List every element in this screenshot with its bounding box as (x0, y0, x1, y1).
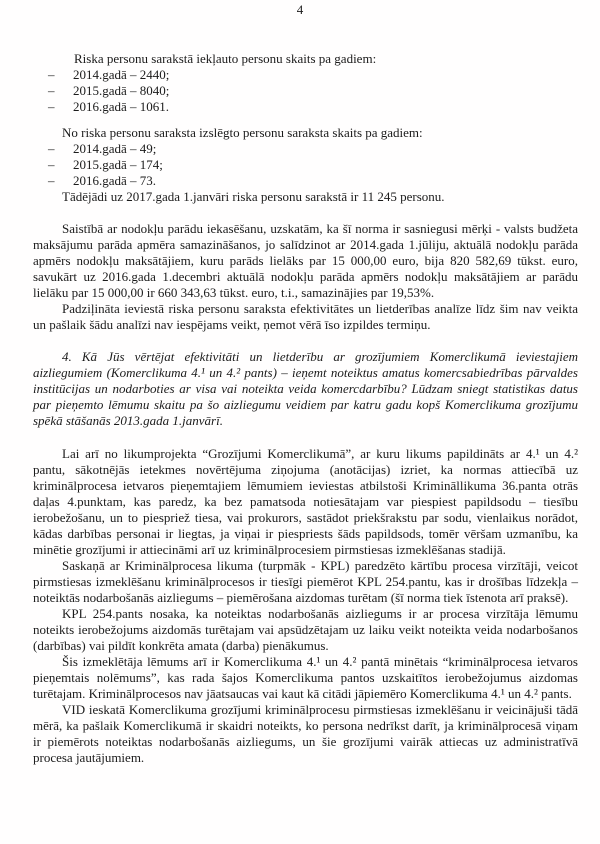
list-item (33, 157, 578, 173)
dash-bullet: – (48, 173, 55, 188)
risk-list-summary: Tādējādi uz 2017.gada 1.janvāri riska personu sarakstā ir 11 245 personu. (62, 189, 445, 204)
dash-bullet: – (48, 157, 55, 172)
list-item (33, 83, 578, 99)
list-item (33, 99, 578, 115)
risk-included-section (33, 51, 578, 115)
list-item (33, 173, 578, 189)
dash-bullet: – (48, 83, 55, 98)
list-item (33, 141, 578, 157)
spacer (33, 333, 578, 349)
dash-bullet: – (48, 67, 55, 82)
dash-bullet: – (48, 99, 55, 114)
list-item-text: 2015.gadā – 174; (73, 157, 163, 172)
spacer (33, 115, 578, 125)
list-item-text: 2016.gadā – 1061. (73, 99, 170, 114)
paragraph-investigator-decision: Šis izmeklētāja lēmums arī ir Komerclikuma 4.¹ un 4.² pantā minētais “kriminālprocesa ietvaros pieņemtais nolēmums”, kas rada šajos Komerclikuma pantos uzskaitītos ierobežojumus aizdomas turētajam. Kriminālprocesos nav jāatsaucas vai kaut kā citādi jāpiemēro Komerclikuma 4.¹ un 4.² pants. (33, 654, 578, 701)
risk-excluded-section (33, 125, 578, 205)
paragraph-bill-amendments: Lai arī no likumprojekta “Grozījumi Komerclikumā”, ar kuru likums papildināts ar 4.¹ un 4.² pantu, sākotnējās ietekmes novērtējuma ziņojuma (anotācijas) izriet, ka normas attiecībā uz kriminālprocesa ietvaros pieņemtajiem lēmumiem ieviestas atbilstoši Krimināllikuma 36.panta otrās daļas 4.punktam, kas paredz, ka bez pamatsoda notiesātajam var piespiest papildsodu – tiesību ierobežošanu, un to piespriež tiesa, vai prokurors, sastādot priekšrakstu par sodu, vienlaikus norādot, kādas darbības personai ir liegtas, ja viņai ir piespriests šāds papildsods, tomēr vēršam uzmanību, ka minētie grozījumi ir attiecināmi arī uz kriminālprocesiem pirmstiesas izmeklēšanas stadijā. (33, 446, 578, 557)
paragraph-kpl-254: KPL 254.pants nosaka, ka noteiktas nodarbošanās aizliegums ir ar procesa virzītāja lēmumu noteikts ierobežojums aizdomās turētajam vai apsūdzētajam uz laiku veikt noteikta veida nodarbošanos (darbības) vai pildīt konkrēta amata (darba) pienākumus. (33, 606, 578, 653)
document-body (33, 51, 578, 766)
paragraph-vid-opinion: VID ieskatā Komerclikuma grozījumi kriminālprocesu pirmstiesas izmeklēšanu ir veicinājuši tādā mērā, ka pašlaik Komerclikumā ir skaidri noteikts, ko persona nedrīkst darīt, ja kriminālprocesā viņam ir piemērots noteiktas nodarbošanās aizliegums, un šie grozījumi vairāk attiecas uz administratīvā procesa jautājumiem. (33, 702, 578, 765)
spacer (33, 205, 578, 221)
list-item-text: 2015.gadā – 8040; (73, 83, 170, 98)
list-intro: Riska personu sarakstā iekļauto personu skaits pa gadiem: (74, 51, 377, 66)
list-item (33, 67, 578, 83)
list-item-text: 2014.gadā – 49; (73, 141, 157, 156)
paragraph-tax-debt: Saistībā ar nodokļu parādu iekasēšanu, uzskatām, ka šī norma ir sasniegusi mērķi - valsts budžeta maksājumu parāda apmēra samazināšanos, jo salīdzinot ar 2014.gada 1.jūliju, aktuālā nodokļu parāda apmērs nodokļu maksātājiem, kuru parāds lielāks par 15 000,00 euro, bija 820 582,69 tūkst. euro, savukārt uz 2016.gada 1.decembri aktuālā nodokļu parāda apmērs nodokļu maksātājiem ar parādu lielāku par 15 000,00 ir 660 343,63 tūkst. euro, t.i., samazinājies par 19,53%. (33, 221, 578, 300)
paragraph-kpl-procedure: Saskaņā ar Kriminālprocesa likuma (turpmāk - KPL) paredzēto kārtību procesa virzītāji, veicot pirmstiesas izmeklēšanu kriminālprocesos ir tiesīgi piemērot KPL 254.pantu, kas ir drošības līdzekļa – noteiktās nodarbošanās aizliegums – piemērošana aizdomas turētam (šī norma tiek īstenota arī praksē). (33, 558, 578, 605)
list-item-text: 2016.gadā – 73. (73, 173, 157, 188)
spacer (33, 429, 578, 446)
paragraph-analysis: Padziļināta ieviestā riska personu saraksta efektivitātes un lietderības analīze līdz šim nav veikta un pašlaik šādu analīzi nav iespējams veikt, ņemot vērā īso izpildes termiņu. (33, 301, 578, 332)
dash-bullet: – (48, 141, 55, 156)
list-intro: No riska personu saraksta izslēgto personu saraksta skaits pa gadiem: (62, 125, 423, 140)
list-item-text: 2014.gadā – 2440; (73, 67, 170, 82)
paragraph-question-4: 4. Kā Jūs vērtējat efektivitāti un lietderību ar grozījumiem Komerclikumā ieviestajiem aizliegumiem (Komerclikuma 4.¹ un 4.² pants) – ieņemt noteiktus amatus komercsabiedrības pārvaldes institūcijas un nodarboties ar visa vai noteikta veida komercdarbību? Lūdzam sniegt statistikas datus par pieņemto lēmumu skaitu pa šo aizliegumu veidiem par katru gadu kopš Komerclikuma grozījumu spēkā stāšanās 2013.gada 1.janvārī. (33, 349, 578, 428)
page-number: 4 (296, 2, 304, 17)
